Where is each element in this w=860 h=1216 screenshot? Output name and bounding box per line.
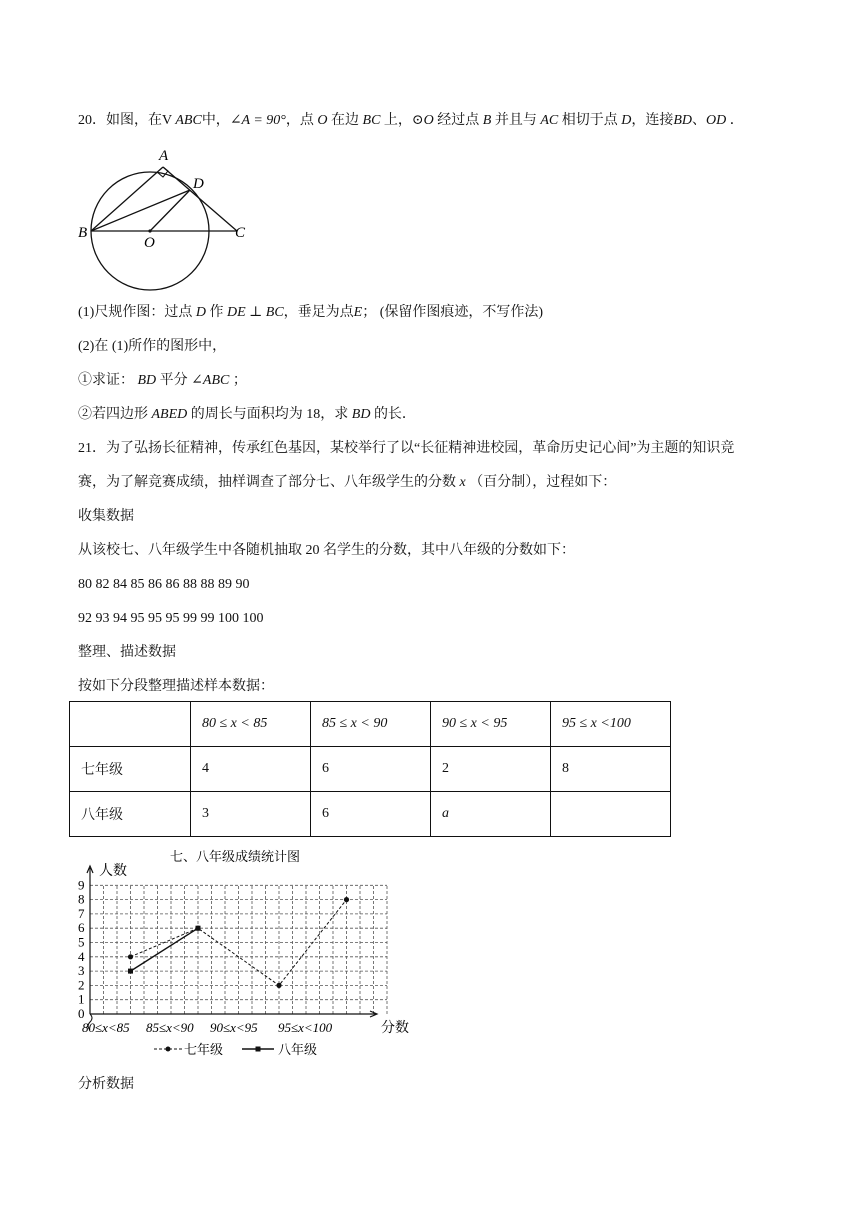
chart-legend: [154, 1042, 317, 1057]
text-fragment: ； (保留作图痕迹，不写作法): [362, 305, 544, 320]
y-tick-label: 2: [78, 977, 85, 993]
table-row: [70, 747, 671, 792]
table-cell: 8: [551, 747, 671, 792]
segment-od-line: [150, 190, 190, 231]
y-tick-label: 3: [78, 963, 85, 979]
table-header-row: [70, 702, 671, 747]
data-point-square: [196, 926, 201, 931]
point-b: B: [482, 113, 492, 128]
point-o: O: [317, 113, 328, 128]
text-fragment: 作: [209, 305, 224, 320]
segment-bd: BD: [351, 407, 371, 422]
text-fragment: ，垂足为点: [283, 305, 354, 320]
variable-x: x: [459, 475, 466, 490]
collect-text: 从该校七、八年级学生中各随机抽取 20 名学生的分数，其中八年级的分数如下：: [78, 543, 575, 558]
q20-part2a: [78, 371, 247, 391]
label-o: O: [144, 235, 155, 251]
text-fragment: ．: [729, 113, 744, 128]
segment-od: OD: [706, 113, 727, 128]
y-axis-label: 人数: [99, 864, 127, 879]
table-header-cell: 95 ≤ x <100: [551, 702, 671, 747]
text-fragment: 上，⊙: [383, 113, 424, 128]
analyze-heading: 分析数据: [78, 1077, 134, 1092]
q21-line1: 21．为了弘扬长征精神，传承红色基因，某校举行了以“长征精神进校园，革命历史记心间”为主题的知识竞: [78, 441, 735, 456]
data-point-square: [128, 969, 133, 974]
text-fragment: 赛，为了解竞赛成绩，抽样调查了部分七、八年级学生的分数: [78, 475, 456, 490]
organize-text: 按如下分段整理描述样本数据：: [78, 679, 274, 694]
text-fragment: 中，: [201, 113, 230, 128]
segment-ac: AC: [540, 113, 559, 128]
score-distribution-table: [69, 701, 671, 837]
segment-bd-line: [91, 190, 190, 231]
table-cell: 4: [191, 747, 311, 792]
label-a: A: [159, 148, 169, 164]
text-fragment: ①求证：: [78, 373, 134, 388]
label-b: B: [78, 225, 88, 241]
table-header-cell: [70, 702, 191, 747]
label-c: C: [235, 225, 246, 241]
y-tick-label: 9: [78, 877, 85, 893]
triangle-name: ABC: [175, 113, 202, 128]
x-tick-label: 95≤x<100: [278, 1020, 333, 1035]
text-fragment: 、: [692, 113, 707, 128]
q20-part2b: [78, 405, 416, 425]
segment-bd: BD: [137, 373, 157, 388]
q20-part2: (2)在 (1)所作的图形中，: [78, 339, 227, 354]
x-tick-label: 85≤x<90: [146, 1020, 194, 1035]
q20-number: 20．如图，在: [78, 113, 162, 128]
text-fragment: 经过点: [437, 113, 480, 128]
x-ticks: [82, 1020, 333, 1035]
text-fragment: 平分: [159, 373, 188, 388]
table-cell: 6: [311, 747, 431, 792]
text-fragment: 相切于点: [561, 113, 618, 128]
segment-bd: BD: [673, 113, 693, 128]
y-ticks: [78, 877, 85, 1021]
text-fragment: ②若四边形: [78, 407, 148, 422]
legend-label: 八年级: [278, 1042, 318, 1057]
x-tick-label: 80≤x<85: [82, 1020, 130, 1035]
y-tick-label: 1: [78, 991, 85, 1007]
text-fragment: 并且与: [494, 113, 537, 128]
legend-marker-dot: [166, 1047, 171, 1052]
point-e: E: [353, 305, 363, 320]
table-cell: 七年级: [70, 747, 191, 792]
table-header-cell: 90 ≤ x < 95: [431, 702, 551, 747]
text-fragment: ，点: [285, 113, 314, 128]
text-fragment: （百分制），过程如下：: [469, 475, 617, 490]
chart-title: 七、八年级成绩统计图: [170, 849, 301, 864]
data-point-dot: [276, 983, 281, 988]
table-cell: 2: [431, 747, 551, 792]
data-point-dot: [128, 954, 133, 959]
text-fragment: (1)尺规作图：过点: [78, 305, 193, 320]
scores-row-1: 80 82 84 85 86 86 88 88 89 90: [78, 577, 250, 592]
data-point-dot: [344, 897, 349, 902]
y-tick-label: 8: [78, 891, 85, 907]
y-tick-label: 0: [78, 1006, 85, 1021]
perpendicular-expression: DE ⊥ BC: [226, 305, 284, 320]
x-axis-label: 分数: [381, 1021, 409, 1036]
y-tick-label: 5: [78, 934, 85, 950]
angle-expression: ∠A = 90°: [229, 113, 286, 128]
text-fragment: ；: [232, 373, 247, 388]
collect-heading: 收集数据: [78, 509, 134, 524]
table-cell: 八年级: [70, 792, 191, 837]
point-d: D: [195, 305, 206, 320]
segment-bc: BC: [362, 113, 381, 128]
circle-o: O: [423, 113, 434, 128]
point-d: D: [621, 113, 632, 128]
legend-marker-square: [256, 1047, 261, 1052]
text-fragment: 在边: [331, 113, 360, 128]
table-cell: 3: [191, 792, 311, 837]
text-fragment: ，连接: [631, 113, 674, 128]
scores-row-2: 92 93 94 95 95 95 99 99 100 100: [78, 611, 264, 626]
quadrilateral-abed: ABED: [151, 407, 188, 422]
y-tick-label: 6: [78, 920, 85, 936]
table-cell: 6: [311, 792, 431, 837]
angle-abc: ∠ABC: [191, 373, 230, 388]
q20-part1: [78, 303, 543, 323]
x-tick-label: 90≤x<95: [210, 1020, 258, 1035]
triangle-symbol: V: [162, 113, 172, 128]
center-dot: [148, 229, 151, 232]
series-line: [131, 928, 199, 971]
y-tick-label: 4: [78, 948, 85, 964]
table-row: [70, 792, 671, 837]
geometry-figure: [76, 144, 266, 294]
text-fragment: 的周长与面积均为 18，求: [190, 407, 349, 422]
table-header-cell: 85 ≤ x < 90: [311, 702, 431, 747]
y-tick-label: 7: [78, 905, 85, 921]
organize-heading: 整理、描述数据: [78, 645, 176, 660]
legend-label: 七年级: [184, 1042, 224, 1057]
table-cell: a: [431, 792, 551, 837]
label-d: D: [193, 176, 204, 192]
table-cell: [551, 792, 671, 837]
score-line-chart: [60, 842, 430, 1064]
table-header-cell: 80 ≤ x < 85: [191, 702, 311, 747]
text-fragment: 的长．: [373, 407, 416, 422]
q20-intro: [78, 111, 744, 131]
q21-line2: [78, 473, 616, 493]
